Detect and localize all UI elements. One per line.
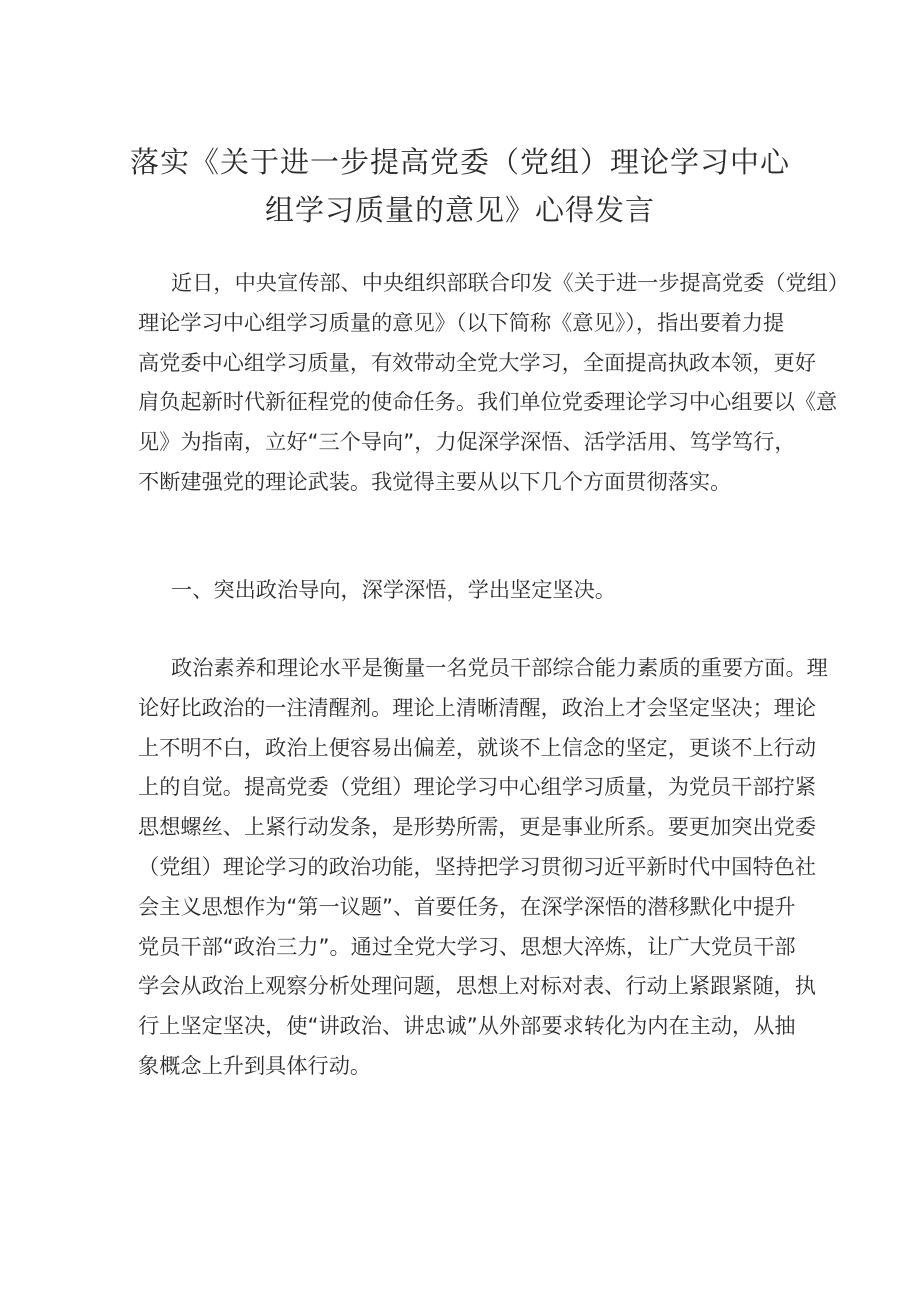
paragraph-line: 见》为指南，立好“三个导向”，力促深学深悟、活学活用、笃学笃行， bbox=[138, 429, 796, 455]
paragraph-line: 会主义思想作为“第一议题”、首要任务，在深学深悟的潜移默化中提升 bbox=[138, 893, 796, 919]
section-heading-text: 一、突出政治导向，深学深悟，学出坚定坚决。 bbox=[171, 577, 616, 602]
paragraph-line: 不断建强党的理论武装。我觉得主要从以下几个方面贯彻落实。 bbox=[138, 468, 732, 494]
paragraph-line: （党组）理论学习的政治功能，坚持把学习贯彻习近平新时代中国特色社 bbox=[138, 853, 817, 879]
paragraph-line: 上不明不白，政治上便容易出偏差，就谈不上信念的坚定，更谈不上行动 bbox=[138, 734, 817, 760]
document-title bbox=[120, 138, 800, 234]
paragraph-line: 思想螺丝、上紧行动发条，是形势所需，更是事业所系。要更加突出党委 bbox=[138, 814, 817, 840]
paragraph-line: 高党委中心组学习质量，有效带动全党大学习，全面提高执政本领，更好 bbox=[138, 349, 817, 375]
paragraph-line: 论好比政治的一注清醒剂。理论上清晰清醒，政治上才会坚定坚决；理论 bbox=[138, 694, 817, 720]
section-heading bbox=[138, 570, 790, 610]
paragraph-line: 党员干部“政治三力”。通过全党大学习、思想大淬炼，让广大党员干部 bbox=[138, 933, 796, 959]
paragraph-line: 学会从政治上观察分析处理问题，思想上对标对表、行动上紧跟紧随，执 bbox=[138, 973, 817, 999]
title-line: 组学习质量的意见》心得发言 bbox=[264, 193, 655, 227]
paragraph-line: 近日，中央宣传部、中央组织部联合印发《关于进一步提高党委（党组） bbox=[171, 270, 850, 295]
paragraph-line: 理论学习中心组学习质量的意见》（以下简称《意见》），指出要着力提 bbox=[138, 309, 785, 335]
paragraph-line: 上的自觉。提高党委（党组）理论学习中心组学习质量，为党员干部拧紧 bbox=[138, 774, 817, 800]
paragraph-line: 行上坚定坚决，使“讲政治、讲忠诚”从外部要求转化为内在主动，从抽 bbox=[138, 1013, 796, 1039]
paragraph-line: 肩负起新时代新征程党的使命任务。我们单位党委理论学习中心组要以《意 bbox=[138, 389, 838, 415]
body-paragraph bbox=[138, 648, 828, 1086]
title-line: 落实《关于进一步提高党委（党组）理论学习中心 bbox=[129, 145, 790, 179]
paragraph-line: 象概念上升到具体行动。 bbox=[138, 1052, 372, 1078]
intro-paragraph bbox=[138, 263, 850, 502]
paragraph-line: 政治素养和理论水平是衡量一名党员干部综合能力素质的重要方面。理 bbox=[171, 655, 828, 680]
